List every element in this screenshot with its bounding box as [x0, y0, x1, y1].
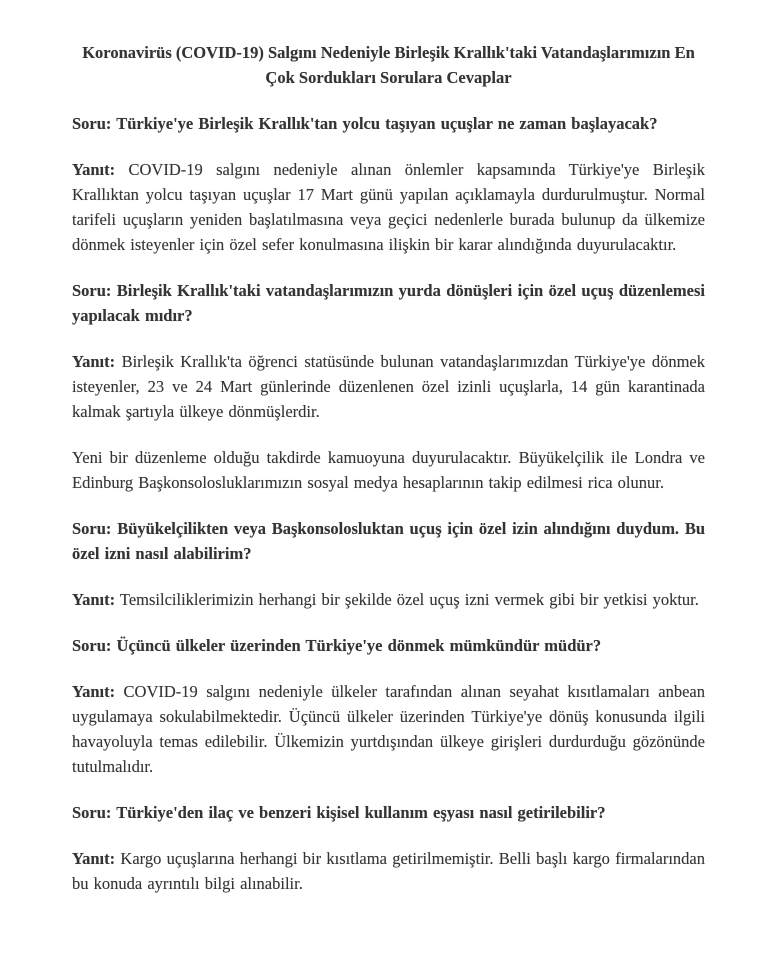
question-label: Soru:: [72, 519, 112, 538]
answer-text: Birleşik Krallık'ta öğrenci statüsünde bulunan vatandaşlarımızdan Türkiye'ye dönmek isteyenler, 23 ve 24 Mart günlerinde düzenlenen özel izinli uçuşlarla, 14 gün karantinada kalmak şartıyla ülkeye dönmüşlerdir.: [72, 352, 705, 421]
answer-label: Yanıt:: [72, 160, 116, 179]
question-label: Soru:: [72, 636, 112, 655]
body-paragraph: [72, 445, 705, 495]
question-label: Soru:: [72, 281, 112, 300]
answer-block-3: [72, 587, 705, 612]
answer-block-2: [72, 349, 705, 424]
question-text: Türkiye'ye Birleşik Krallık'tan yolcu taşıyan uçuşlar ne zaman başlayacak?: [116, 114, 658, 133]
question-text: Birleşik Krallık'taki vatandaşlarımızın yurda dönüşleri için özel uçuş düzenlemesi yapılacak mıdır?: [72, 281, 706, 325]
answer-text: COVID-19 salgını nedeniyle ülkeler tarafından alınan seyahat kısıtlamaları anbean uygulamaya sokulabilmektedir. Üçüncü ülkeler üzerinden Türkiye'ye dönüş konusunda ilgili havayoluyla temas edilebilir. Ülkemizin yurtdışından ülkeye girişleri durdurduğu gözönünde tutulmalıdır.: [72, 682, 706, 776]
question-block-5: [72, 800, 705, 825]
question-text: Büyükelçilikten veya Başkonsolosluktan uçuş için özel izin alındığını duydum. Bu özel izni nasıl alabilirim?: [72, 519, 706, 563]
paragraph-text: Yeni bir düzenleme olduğu takdirde kamuoyuna duyurulacaktır. Büyükelçilik ile Londra ve Edinburg Başkonsolosluklarımızın sosyal medya hesaplarının takip edilmesi rica olunur.: [72, 448, 705, 492]
answer-label: Yanıt:: [72, 590, 116, 609]
question-label: Soru:: [72, 803, 112, 822]
answer-block-5: [72, 846, 705, 896]
question-text: Türkiye'den ilaç ve benzeri kişisel kullanım eşyası nasıl getirilebilir?: [116, 803, 606, 822]
answer-text: Kargo uçuşlarına herhangi bir kısıtlama getirilmemiştir. Belli başlı kargo firmalarından bu konuda ayrıntılı bilgi alınabilir.: [72, 849, 706, 893]
question-block-3: [72, 516, 705, 566]
answer-label: Yanıt:: [72, 352, 116, 371]
answer-text: Temsilciliklerimizin herhangi bir şekilde özel uçuş izni vermek gibi bir yetkisi yoktur.: [119, 590, 699, 609]
answer-block-4: [72, 679, 705, 779]
answer-label: Yanıt:: [72, 849, 116, 868]
question-block-4: [72, 633, 705, 658]
document-title-line-1: Koronavirüs (COVID-19) Salgını Nedeniyle Birleşik Krallık'taki Vatandaşlarımızın En: [82, 43, 695, 62]
question-block-1: [72, 111, 705, 136]
document-title: [72, 40, 705, 90]
question-text: Üçüncü ülkeler üzerinden Türkiye'ye dönmek mümkündür müdür?: [116, 636, 602, 655]
question-block-2: [72, 278, 705, 328]
answer-block-1: [72, 157, 705, 257]
answer-text: COVID-19 salgını nedeniyle alınan önlemler kapsamında Türkiye'ye Birleşik Krallıktan yolcu taşıyan uçuşlar 17 Mart günü yapılan açıklamayla durdurulmuştur. Normal tarifeli uçuşların yeniden başlatılmasına veya geçici nedenlerle burada bulunup da ülkemize dönmek isteyenler için özel sefer konulmasına ilişkin bir karar alındığında duyurulacaktır.: [72, 160, 706, 254]
answer-label: Yanıt:: [72, 682, 116, 701]
question-label: Soru:: [72, 114, 112, 133]
document-title-line-2: Çok Sordukları Sorulara Cevaplar: [265, 68, 512, 87]
